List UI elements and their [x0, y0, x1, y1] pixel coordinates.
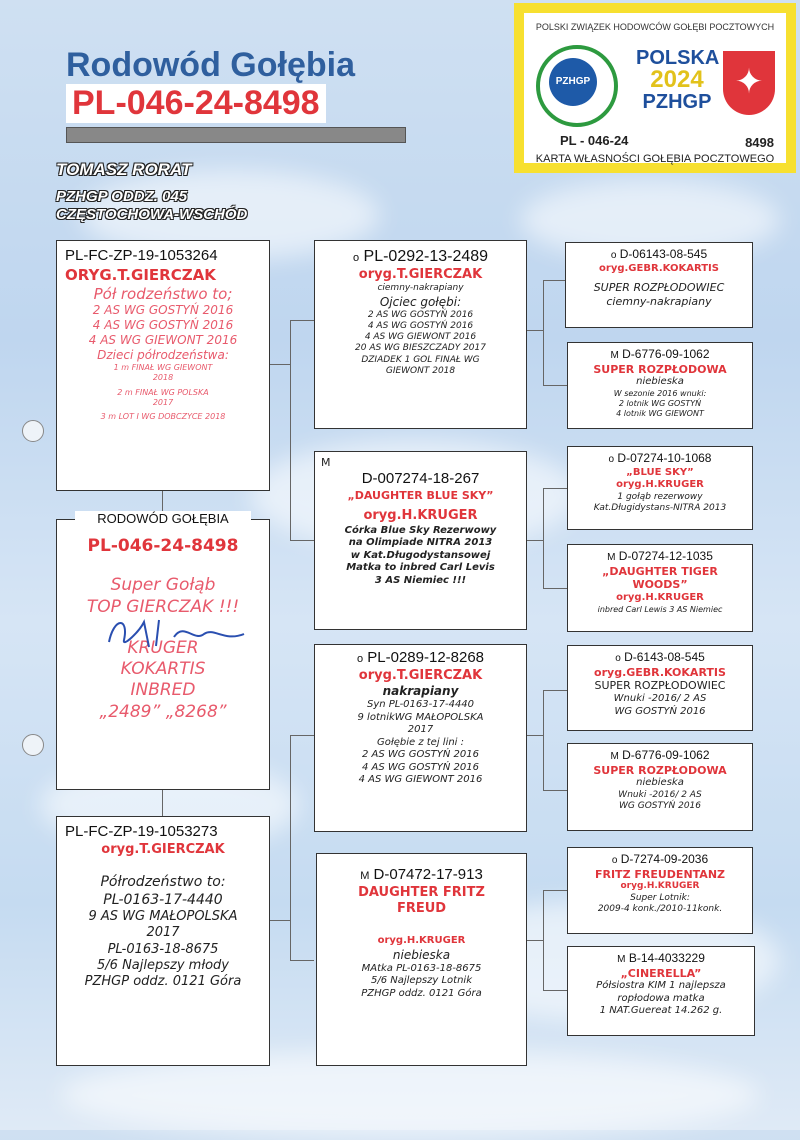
dam-breeder: oryg.T.GIERCZAK — [101, 841, 225, 857]
ancestor-name: „DAUGHTER TIGER — [602, 564, 718, 578]
ancestor-color: ciemny-nakrapiany — [377, 283, 464, 294]
connector-line — [270, 920, 290, 921]
ancestor-ring: D-007274-18-267 — [361, 469, 480, 487]
ancestor-sex: o — [356, 653, 364, 665]
main-line: KRUGER — [127, 637, 199, 658]
ancestor-name: FRITZ FREUDENTANZ — [594, 867, 725, 881]
card-org: PZHGP — [642, 91, 712, 113]
ancestor-name: „BLUE SKY” — [626, 466, 694, 478]
ancestor-note: w Kat.Długodystansowej — [350, 549, 491, 561]
gen3-box — [567, 446, 753, 530]
ancestor-note: 9 lotnikWG MAŁOPOLSKA — [357, 711, 484, 723]
ancestor-header — [568, 852, 752, 868]
ancestor-name: „CINERELLA” — [620, 966, 702, 980]
connector-line — [543, 690, 544, 790]
ancestor-breeder: oryg.H.KRUGER — [377, 935, 466, 947]
ancestor-breeder: oryg.H.KRUGER — [616, 592, 704, 603]
ancestor-sex: M — [610, 751, 619, 762]
ancestor-header — [568, 451, 752, 467]
ancestor-breeder: oryg.T.GIERCZAK — [358, 267, 483, 282]
ancestor-note: SUPER ROZPŁODOWIEC — [593, 281, 725, 294]
card-header: POLSKI ZWIĄZEK HODOWCÓW GOŁĘBI POCZTOWYCH — [535, 22, 775, 32]
ancestor-name-line2: FREUD — [396, 901, 447, 916]
ancestor-note: Matka to inbred Carl Levis — [346, 562, 495, 573]
ancestor-note: 4 lotnik WG GIEWONT — [616, 408, 704, 418]
ancestor-header — [566, 247, 752, 263]
ancestor-note: 4 AS WG GIEWONT 2016 — [364, 332, 477, 342]
ancestor-header — [315, 247, 526, 267]
ancestor-note: Wnuki -2016/ 2 AS — [613, 693, 707, 704]
ancestor-header — [568, 347, 752, 363]
ancestor-name: SUPER ROZPŁODOWA — [593, 362, 727, 376]
main-line: KOKARTIS — [120, 659, 206, 679]
ancestor-note: Córka Blue Sky Rezerwowy — [344, 524, 497, 536]
connector-line — [543, 385, 567, 386]
gen3-box — [567, 645, 753, 731]
card-country-block — [636, 47, 718, 113]
card-year: 2024 — [650, 66, 704, 93]
ancestor-sex: o — [611, 855, 618, 866]
ancestor-ring: PL-0292-13-2489 — [363, 248, 489, 265]
ancestor-ring: PL-0289-12-8268 — [367, 649, 485, 666]
ancestor-note: Półsiostra KIM 1 najlepsza — [596, 980, 726, 992]
ancestor-note: 20 AS WG BIESZCZADY 2017 — [355, 343, 486, 354]
connector-line — [270, 364, 290, 365]
page-ring-number: PL-046-24-8498 — [66, 84, 326, 123]
ancestor-ring: D-6776-09-1062 — [622, 347, 710, 361]
ancestor-note: 4 AS WG GOSTYŃ 2016 — [361, 761, 480, 773]
dam-ring: PL-FC-ZP-19-1053273 — [65, 823, 218, 840]
dam-note: PL-0163-18-8675 — [107, 941, 219, 957]
ancestor-color: nakrapiany — [382, 684, 459, 698]
ancestor-note: Wnuki -2016/ 2 AS — [618, 789, 702, 800]
main-bird-box — [56, 511, 270, 790]
ancestor-header — [568, 951, 754, 967]
ancestor-header — [315, 649, 526, 668]
ancestor-header — [317, 866, 526, 885]
ancestor-breeder: oryg.GEBR.KOKARTIS — [594, 665, 726, 679]
sire-breeder: ORYG.T.GIERCZAK — [65, 265, 216, 284]
ancestor-sex: M — [617, 954, 626, 965]
polish-eagle-icon: ✦ — [723, 51, 775, 115]
gen3-box — [567, 946, 755, 1036]
ancestor-header — [568, 549, 752, 565]
ancestor-ring: D-07274-12-1035 — [618, 549, 713, 563]
dam-note: PL-0163-17-4440 — [103, 891, 223, 908]
sire-note: 2018 — [152, 373, 174, 383]
connector-line — [543, 488, 544, 588]
main-label: RODOWÓD GOŁĘBIA — [75, 511, 251, 527]
main-ring: PL-046-24-8498 — [87, 536, 239, 556]
connector-line — [290, 320, 314, 321]
ancestor-note: Kat.Długidystans-NITRA 2013 — [593, 502, 727, 513]
ancestor-breeder: oryg.GEBR.KOKARTIS — [599, 262, 719, 274]
dam-note: PZHGP oddz. 0121 Góra — [84, 974, 242, 989]
binder-hole — [22, 420, 44, 442]
ancestor-note: SUPER ROZPŁODOWIEC — [594, 679, 726, 693]
connector-line — [543, 488, 567, 489]
ancestor-ring: D-06143-08-545 — [619, 247, 708, 261]
owner-name: TOMASZ RORAT — [56, 160, 192, 179]
main-line: „2489” „8268” — [99, 701, 227, 722]
connector-line — [543, 690, 567, 691]
gen2-box — [314, 451, 527, 630]
ancestor-note: WG GOSTYŃ 2016 — [619, 801, 701, 811]
ancestor-ring: D-6143-08-545 — [624, 650, 705, 664]
ancestor-sex: o — [610, 250, 617, 261]
gen3-box — [565, 242, 753, 328]
connector-line — [527, 330, 543, 331]
connector-line — [290, 320, 291, 540]
sire-note: 3 m LOT I WG DOBCZYCE 2018 — [100, 412, 226, 422]
sire-note: 2 AS WG GOSTYŃ 2016 — [92, 303, 234, 318]
signature-icon — [104, 612, 254, 652]
connector-line — [543, 588, 567, 589]
ancestor-name: DAUGHTER FRITZ — [358, 884, 485, 900]
gen3-box — [567, 342, 753, 429]
dam-note: 5/6 Najlepszy młody — [97, 957, 229, 973]
gen2-box — [314, 644, 527, 832]
ancestor-note: 5/6 Najlepszy Lotnik — [370, 975, 472, 987]
ancestor-note: WG GOSTYŃ 2016 — [614, 705, 706, 717]
ownership-card — [514, 3, 796, 173]
connector-line — [543, 280, 565, 281]
ancestor-note: 2 AS WG GOSTYŃ 2016 — [361, 749, 480, 760]
ancestor-ring: D-7274-09-2036 — [620, 852, 709, 866]
ancestor-color: niebieska — [636, 777, 684, 789]
ancestor-sex: o — [352, 252, 360, 264]
connector-line — [543, 790, 567, 791]
ancestor-color: niebieska — [392, 947, 451, 962]
sire-note: 2017 — [152, 398, 174, 408]
ancestor-ring: D-07472-17-913 — [373, 866, 483, 883]
ancestor-sex: M — [610, 350, 619, 361]
dam-note: Półrodzeństwo to: — [100, 874, 226, 890]
ancestor-note: 2 lotnik WG GOSTYŃ — [618, 398, 702, 408]
connector-line — [290, 540, 314, 541]
dam-note: 9 AS WG MAŁOPOLSKA — [88, 909, 238, 924]
ancestor-note: 2 AS WG GOSTYŃ 2016 — [367, 309, 474, 320]
sire-note: 1 m FINAŁ WG GIEWONT — [113, 363, 213, 373]
connector-line — [290, 735, 291, 960]
ancestor-note: ciemny-nakrapiany — [606, 294, 712, 308]
ancestor-note: inbred Carl Lewis 3 AS Niemiec — [597, 604, 723, 614]
connector-line — [543, 990, 567, 991]
ancestor-sex: M — [360, 870, 370, 882]
ancestor-name: „DAUGHTER BLUE SKY” — [347, 488, 494, 502]
gen3-box — [567, 544, 753, 632]
ancestor-ring: D-6776-09-1062 — [622, 748, 710, 762]
ancestor-header — [568, 650, 752, 666]
ancestor-sex: o — [608, 454, 615, 465]
card-number: 8498 — [745, 135, 774, 150]
sire-note: Pół rodzeństwo to; — [93, 284, 233, 303]
connector-line — [543, 280, 544, 385]
title-underline-bar — [66, 127, 406, 143]
ancestor-name: SUPER ROZPŁODOWA — [593, 763, 727, 777]
binder-hole — [22, 734, 44, 756]
ancestor-breeder: oryg.H.KRUGER — [620, 881, 700, 892]
ancestor-note: 4 AS WG GIEWONT 2016 — [358, 774, 483, 785]
ancestor-note: Super Lotnik: — [630, 892, 690, 903]
sire-note: 4 AS WG GOSTYŃ 2016 — [92, 318, 234, 333]
gen3-box — [567, 743, 753, 831]
ancestor-ring: B-14-4033229 — [628, 951, 705, 965]
connector-line — [543, 890, 544, 990]
ancestor-note: DZIADEK 1 GOL FINAŁ WG — [361, 354, 480, 365]
ancestor-note: W sezonie 2016 wnuki: — [613, 388, 707, 398]
dam-box — [56, 816, 270, 1066]
ancestor-breeder: oryg.H.KRUGER — [616, 479, 704, 490]
connector-line — [290, 735, 314, 736]
main-line: INBRED — [130, 680, 196, 701]
dam-note: 2017 — [146, 925, 180, 941]
page-title: Rodowód Gołębia — [66, 46, 355, 84]
ancestor-sex: o — [615, 653, 621, 664]
gen3-box — [567, 847, 753, 934]
ancestor-name-line2: WOODS” — [632, 578, 688, 592]
ancestor-note: 4 AS WG GOSTYŃ 2016 — [367, 320, 474, 331]
connector-line — [527, 735, 543, 736]
ancestor-note: MAtka PL-0163-18-8675 — [361, 962, 482, 974]
connector-line — [290, 960, 314, 961]
ancestor-color: niebieska — [636, 376, 684, 388]
ancestor-header — [568, 748, 752, 764]
connector-line — [527, 540, 543, 541]
card-country: POLSKA — [636, 47, 720, 69]
sire-note: 4 AS WG GIEWONT 2016 — [88, 333, 238, 348]
ancestor-sex: M — [607, 552, 616, 563]
connector-line — [162, 790, 163, 816]
sire-note: 2 m FINAŁ WG POLSKA — [117, 388, 209, 398]
ancestor-sex: M — [321, 456, 331, 469]
ancestor-breeder: oryg.T.GIERCZAK — [358, 667, 483, 683]
ancestor-note: Syn PL-0163-17-4440 — [366, 699, 475, 710]
card-ring: PL - 046-24 — [560, 133, 629, 148]
main-line: Super Gołąb — [110, 575, 216, 596]
ancestor-note: Gołębie z tej lini : — [376, 736, 465, 748]
pzhgp-logo-icon — [536, 45, 618, 127]
card-footer: KARTA WŁASNOŚCI GOŁĘBIA POCZTOWEGO — [535, 153, 775, 165]
sire-note: Dzieci półrodzeństwa: — [97, 348, 229, 363]
ancestor-note: GIEWONT 2018 — [385, 365, 456, 376]
ancestor-note: na Olimpiade NITRA 2013 — [348, 537, 493, 548]
connector-line — [527, 940, 543, 941]
ancestor-note: Ojciec gołębi: — [379, 294, 462, 309]
ancestor-note: 2009-4 konk./2010-11konk. — [597, 903, 723, 914]
ancestor-breeder: oryg.H.KRUGER — [363, 508, 478, 524]
sire-box — [56, 240, 270, 491]
ancestor-note: 3 AS Niemiec !!! — [374, 574, 467, 586]
owner-branch: PZHGP ODDZ. 045 — [56, 188, 188, 205]
gen2-box — [314, 240, 527, 429]
logo-label: PZHGP — [549, 58, 597, 106]
ancestor-note: ropłodowa matka — [617, 992, 705, 1004]
owner-city: CZĘSTOCHOWA-WSCHÓD — [56, 206, 248, 223]
gen2-box — [316, 853, 527, 1066]
ancestor-note: PZHGP oddz. 0121 Góra — [361, 987, 482, 999]
ancestor-note: 2017 — [407, 724, 434, 735]
ancestor-ring: D-07274-10-1068 — [617, 451, 712, 465]
sire-ring: PL-FC-ZP-19-1053264 — [65, 247, 218, 264]
ancestor-note: 1 gołąb rezerwowy — [617, 491, 703, 502]
ancestor-note: 1 NAT.Guereat 14.262 g. — [599, 1005, 723, 1017]
main-line: TOP GIERCZAK !!! — [86, 596, 240, 617]
connector-line — [543, 890, 567, 891]
